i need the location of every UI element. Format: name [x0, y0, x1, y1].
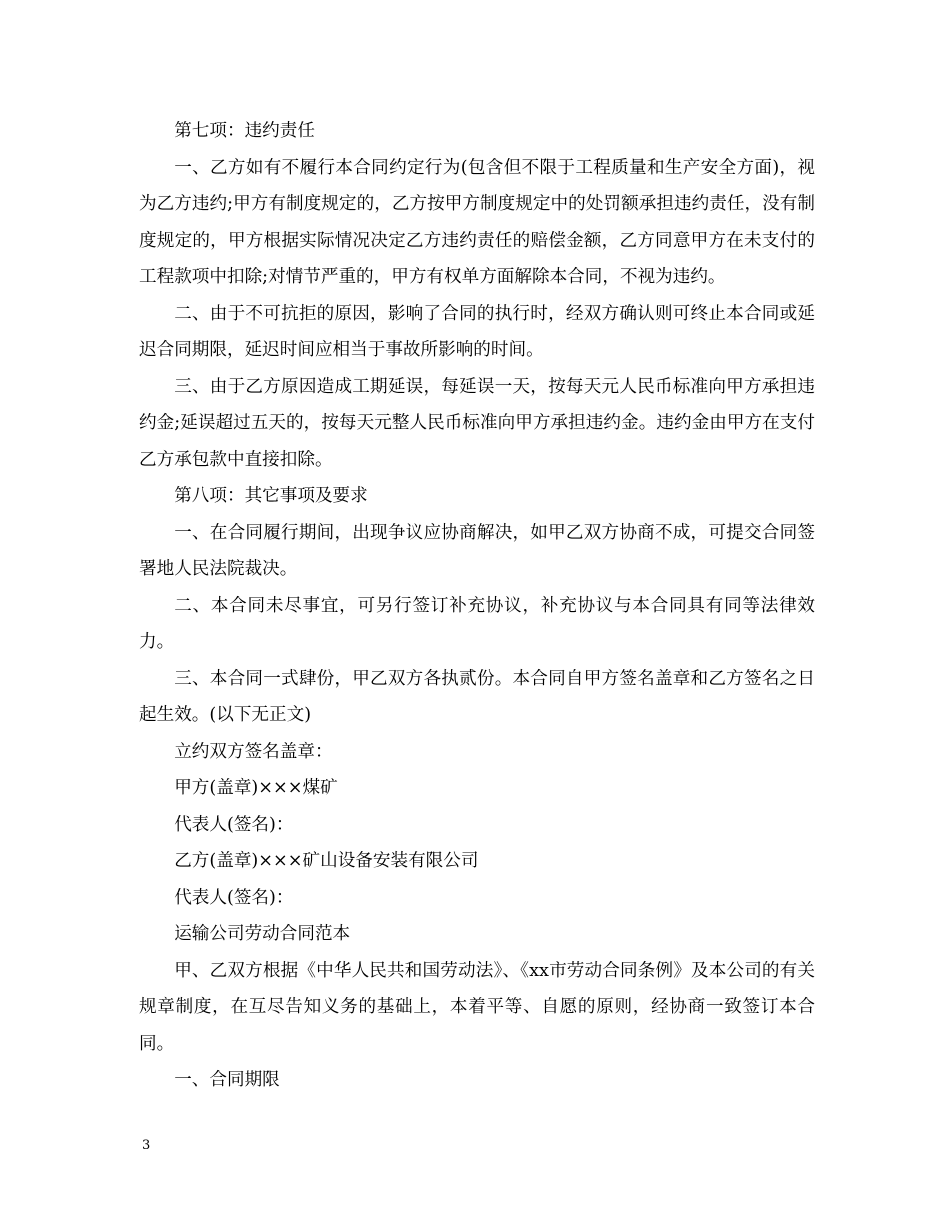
document-body [139, 113, 815, 1099]
clause-paragraph: 三、本合同一式肆份，甲乙双方各执贰份。本合同自甲方签名盖章和乙方签名之日起生效。(以下无正文) [139, 668, 815, 725]
party-b-signature-line: 乙方(盖章)×××矿山设备安装有限公司 [174, 851, 479, 871]
signature-heading: 立约双方签名盖章： [174, 741, 333, 762]
clause-paragraph: 二、由于不可抗拒的原因，影响了合同的执行时，经双方确认则可终止本合同或延迟合同期限，延迟时间应相当于事故所影响的时间。 [139, 303, 815, 360]
template-title: 运输公司劳动合同范本 [174, 924, 351, 944]
clause-paragraph: 一、在合同履行期间，出现争议应协商解决，如甲乙双方协商不成，可提交合同签署地人民法院裁决。 [139, 522, 815, 579]
preamble-paragraph: 甲、乙双方根据《中华人民共和国劳动法》、《xx市劳动合同条例》及本公司的有关规章制度，在互尽告知义务的基础上，本着平等、自愿的原则，经协商一致签订本合同。 [139, 960, 815, 1054]
party-a-representative-line: 代表人(签名)： [174, 814, 294, 835]
section-heading-other-matters: 第八项：其它事项及要求 [174, 486, 368, 506]
clause-paragraph: 二、本合同未尽事宜，可另行签订补充协议，补充协议与本合同具有同等法律效力。 [139, 595, 815, 652]
party-a-signature-line: 甲方(盖章)×××煤矿 [174, 778, 338, 798]
party-b-representative-line: 代表人(签名)： [174, 887, 294, 908]
section-heading-contract-term: 一、合同期限 [174, 1070, 280, 1090]
section-heading-breach-liability: 第七项：违约责任 [174, 121, 315, 141]
clause-paragraph: 三、由于乙方原因造成工期延误，每延误一天，按每天元人民币标准向甲方承担违约金;延误超过五天的，按每天元整人民币标准向甲方承担违约金。违约金由甲方在支付乙方承包款中直接扣除。 [139, 376, 815, 470]
page-number: 3 [142, 1138, 151, 1153]
clause-paragraph: 一、乙方如有不履行本合同约定行为(包含但不限于工程质量和生产安全方面)，视为乙方违约;甲方有制度规定的，乙方按甲方制度规定中的处罚额承担违约责任，没有制度规定的，甲方根据实际情况决定乙方违约责任的赔偿金额，乙方同意甲方在未支付的工程款项中扣除;对情节严重的，甲方有权单方面解除本合同，不视为违约。 [139, 157, 815, 287]
